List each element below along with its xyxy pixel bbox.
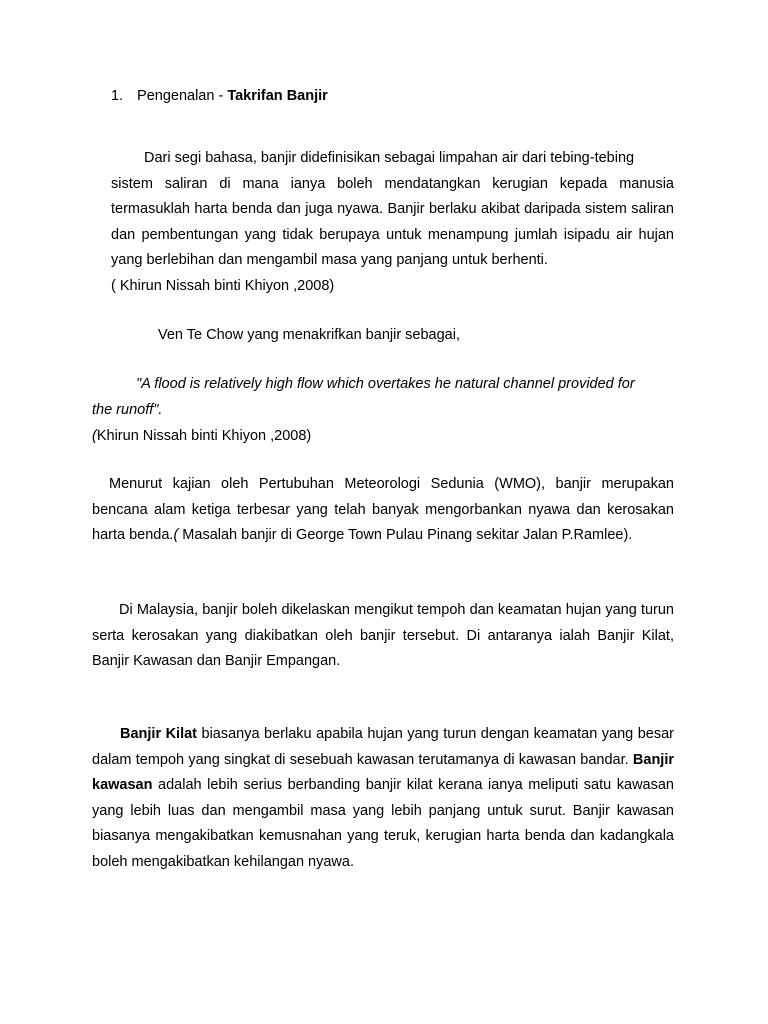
wmo-paragraph-text: Menurut kajian oleh Pertubuhan Meteorologi Sedunia (WMO), banjir merupakan bencana alam ketiga terbesar yang telah banyak mengorbankan nyawa dan kerosakan harta benda. xyxy=(92,476,674,543)
ven-te-chow-intro: Ven Te Chow yang menakrifkan banjir sebagai, xyxy=(158,327,461,343)
wmo-paragraph xyxy=(92,472,674,549)
quote-citation-paren: ( xyxy=(92,428,97,444)
section-heading xyxy=(111,84,511,110)
section-heading-title: Takrifan Banjir xyxy=(227,88,328,104)
banjir-kilat-description: biasanya berlaku apabila hujan yang turun dengan keamatan yang besar dalam tempoh yang singkat di sesebuah kawasan terutamanya di kawasan bandar. xyxy=(92,726,675,768)
flood-quote xyxy=(92,372,675,423)
flood-quote-line-2: the runoff". xyxy=(92,401,163,418)
term-banjir-kilat: Banjir Kilat xyxy=(120,726,198,742)
term-banjir-kawasan: Banjir kawasan xyxy=(92,751,674,793)
classification-paragraph: Di Malaysia, banjir boleh dikelaskan mengikut tempoh dan keamatan hujan yang turun serta kerosakan yang diakibatkan oleh banjir tersebut. Di antaranya ialah Banjir Kilat, Banjir Kawasan dan Banjir Empangan. xyxy=(92,602,674,669)
definition-first-line: Dari segi bahasa, banjir didefinisikan sebagai limpahan air dari tebing-tebing xyxy=(144,150,635,166)
definition-citation: ( Khirun Nissah binti Khiyon ,2008) xyxy=(111,277,335,294)
quote-citation xyxy=(92,424,492,450)
wmo-source-text: Masalah banjir di George Town Pulau Pinang sekitar Jalan P.Ramlee). xyxy=(178,527,633,543)
quote-citation-text: Khirun Nissah binti Khiyon ,2008) xyxy=(96,428,312,444)
flood-quote-line-1: "A flood is relatively high flow which overtakes he natural channel provided for xyxy=(136,376,635,392)
section-number: 1. xyxy=(111,88,124,104)
definition-paragraph xyxy=(111,146,674,299)
section-heading-prefix: Pengenalan - xyxy=(137,88,228,104)
definition-body: sistem saliran di mana ianya boleh mendatangkan kerugian kepada manusia termasuklah harta benda dan juga nyawa. Banjir berlaku akibat daripada sistem saliran dan pembentungan yang tidak berupaya untuk menampung jumlah isipadu air hujan yang berlebihan dan mengambil masa yang panjang untuk berhenti. xyxy=(111,175,674,268)
banjir-kawasan-description: adalah lebih serius berbanding banjir kilat kerana ianya meliputi satu kawasan yang lebih luas dan mengambil masa yang lebih panjang untuk surut. Banjir kawasan biasanya mengakibatkan kemusnahan yang teruk, kerugian harta benda dan kadangkala boleh mengakibatkan kehilangan nyawa. xyxy=(92,777,674,870)
wmo-source-paren: ( xyxy=(173,527,179,543)
flood-types-paragraph xyxy=(92,722,674,875)
